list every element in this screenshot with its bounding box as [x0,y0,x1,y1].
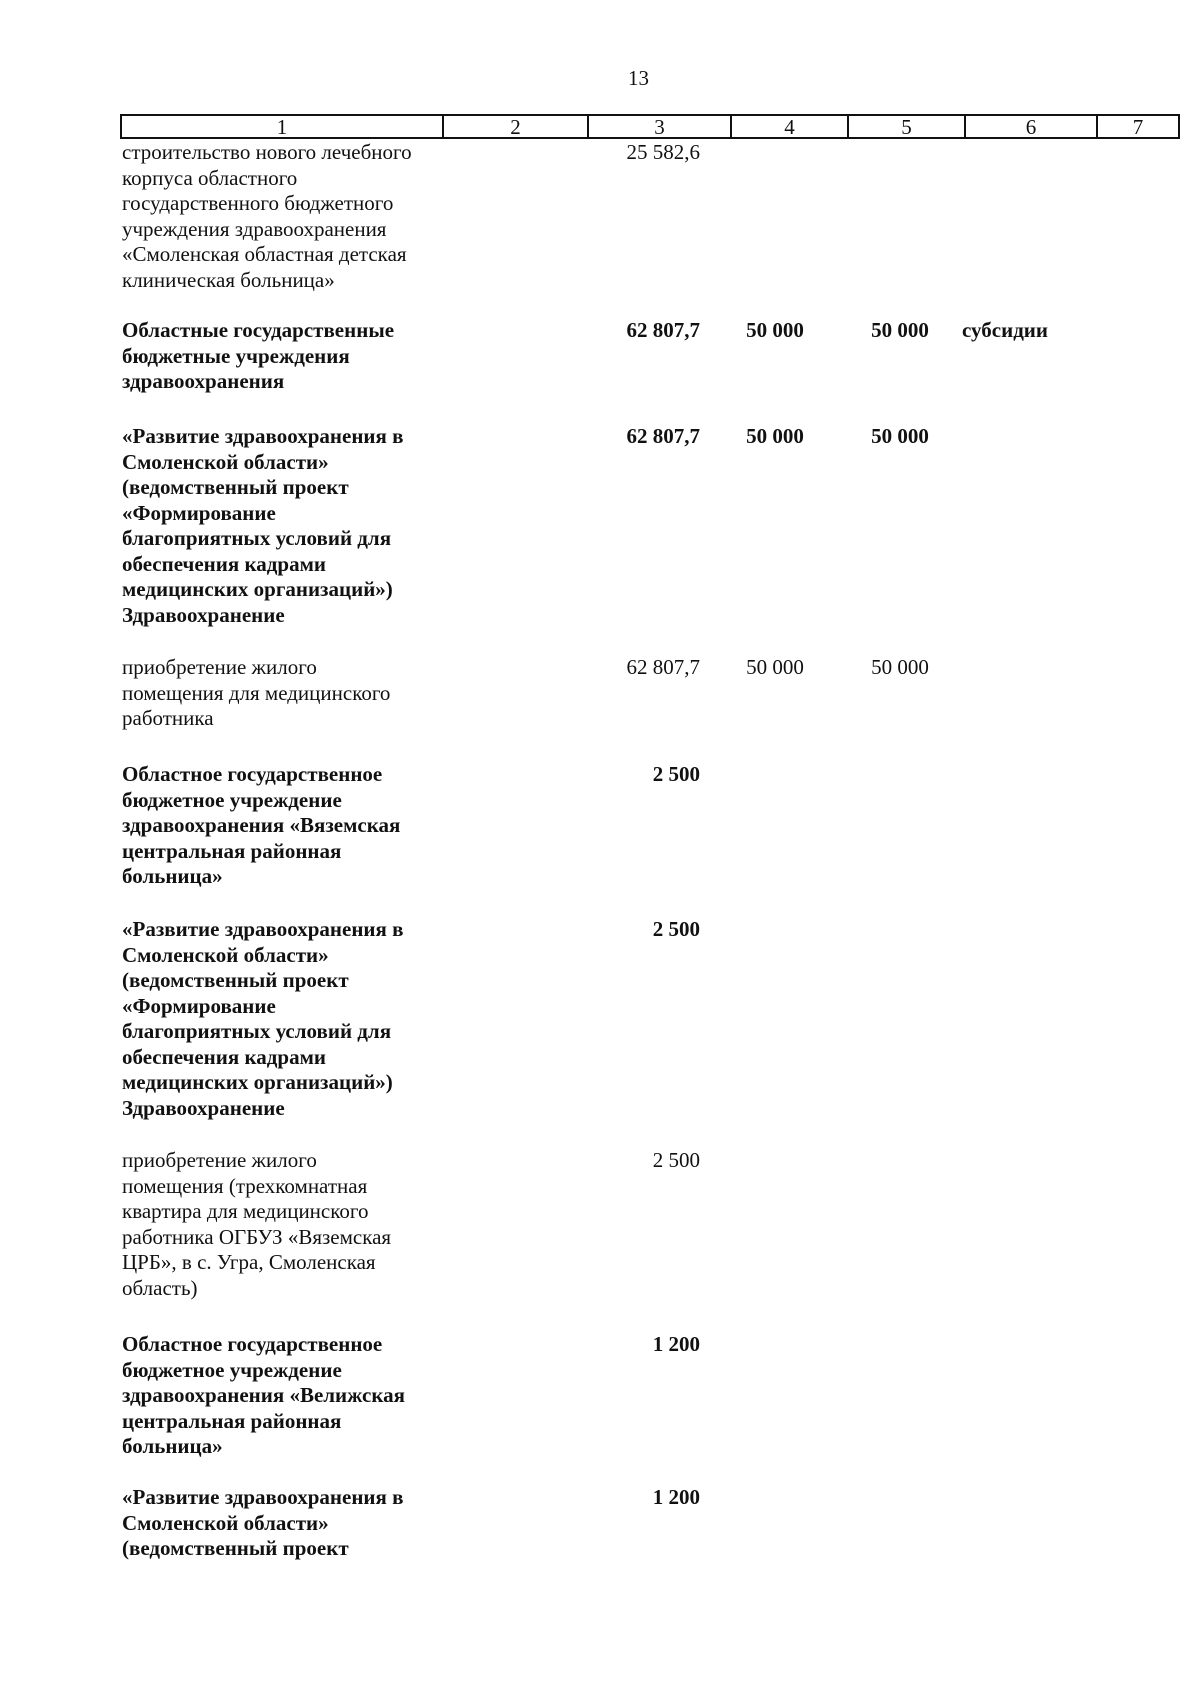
description-line: приобретение жилого [122,1148,317,1172]
description-line: работника [122,706,214,730]
header-col-3: 3 [589,116,732,137]
description-line: клиническая больница» [122,267,335,292]
description-line: (ведомственный проект [122,1536,349,1560]
description-line: область) [122,1275,198,1300]
amount-col-3: 1 200 [652,1485,700,1509]
description-line: ЦРБ», в с. Угра, Смоленская [122,1250,376,1274]
description-line: обеспечения кадрами [122,1044,326,1069]
description-line: центральная районная [122,1408,342,1433]
header-col-4: 4 [732,116,849,137]
table-header-row [120,114,1180,139]
description-line: Смоленской области» [122,449,329,474]
description-line: бюджетные учреждения [122,343,350,368]
description-line: благоприятных условий для [122,1019,392,1043]
description-line: «Развитие здравоохранения в [122,424,404,448]
header-col-1: 1 [122,116,444,137]
description-line: «Развитие здравоохранения в [122,1485,404,1509]
description-line: «Формирование [122,500,276,525]
description-line: «Формирование [122,993,276,1018]
description-line: учреждения здравоохранения [122,216,387,241]
amount-col-4: 50 000 [746,318,804,342]
row-description [122,1485,442,1562]
description-line: благоприятных условий для [122,526,392,550]
description-line: Смоленской области» [122,1510,329,1535]
amount-col-3: 25 582,6 [626,140,700,164]
description-line: бюджетное учреждение [122,787,342,812]
header-col-6: 6 [966,116,1098,137]
description-line: государственного бюджетного [122,191,394,215]
amount-col-3: 2 500 [652,1148,700,1172]
description-line: работника ОГБУЗ «Вяземская [122,1224,392,1249]
description-line: бюджетное учреждение [122,1357,342,1382]
amount-col-4: 50 000 [746,655,804,679]
row-description [122,655,442,732]
description-line: Здравоохранение [122,602,285,627]
header-col-5: 5 [849,116,966,137]
amount-col-3: 62 807,7 [626,424,700,448]
amount-col-4: 50 000 [746,424,804,448]
description-line: центральная районная [122,838,342,863]
amount-col-3: 2 500 [652,917,700,941]
description-line: помещения (трехкомнатная [122,1173,368,1198]
row-description [122,1148,442,1301]
amount-col-5: 50 000 [871,424,929,448]
row-description [122,424,442,628]
description-line: Областные государственные [122,318,395,342]
row-description [122,1332,442,1460]
description-line: Здравоохранение [122,1095,285,1120]
description-line: медицинских организаций») [122,1070,393,1094]
description-line: «Развитие здравоохранения в [122,917,404,941]
description-line: здравоохранения «Велижская [122,1383,405,1407]
amount-col-3: 62 807,7 [626,655,700,679]
description-line: медицинских организаций») [122,577,393,601]
description-line: Смоленской области» [122,942,329,967]
description-line: обеспечения кадрами [122,551,326,576]
description-line: (ведомственный проект [122,475,349,499]
amount-col-3: 2 500 [652,762,700,786]
row-description [122,917,442,1121]
description-line: помещения для медицинского [122,680,391,705]
row-description [122,762,442,890]
amount-col-3: 1 200 [652,1332,700,1356]
description-line: «Смоленская областная детская [122,242,407,266]
amount-col-3: 62 807,7 [626,318,700,342]
header-col-7: 7 [1132,115,1144,139]
amount-col-5: 50 000 [871,655,929,679]
description-line: (ведомственный проект [122,968,349,992]
description-line: квартира для медицинского [122,1199,369,1223]
description-line: больница» [122,1434,223,1458]
row-description [122,140,442,293]
description-line: больница» [122,864,223,888]
description-line: здравоохранения «Вяземская [122,813,401,837]
description-line: строительство нового лечебного [122,140,412,164]
note-col-6: субсидии [962,318,1049,342]
description-line: здравоохранения [122,369,285,393]
description-line: приобретение жилого [122,655,317,679]
amount-col-5: 50 000 [871,318,929,342]
description-line: Областное государственное [122,762,383,786]
page-number: 13 [628,66,649,90]
description-line: корпуса областного [122,165,298,190]
header-col-2: 2 [444,116,589,137]
row-description [122,318,442,395]
description-line: Областное государственное [122,1332,383,1356]
